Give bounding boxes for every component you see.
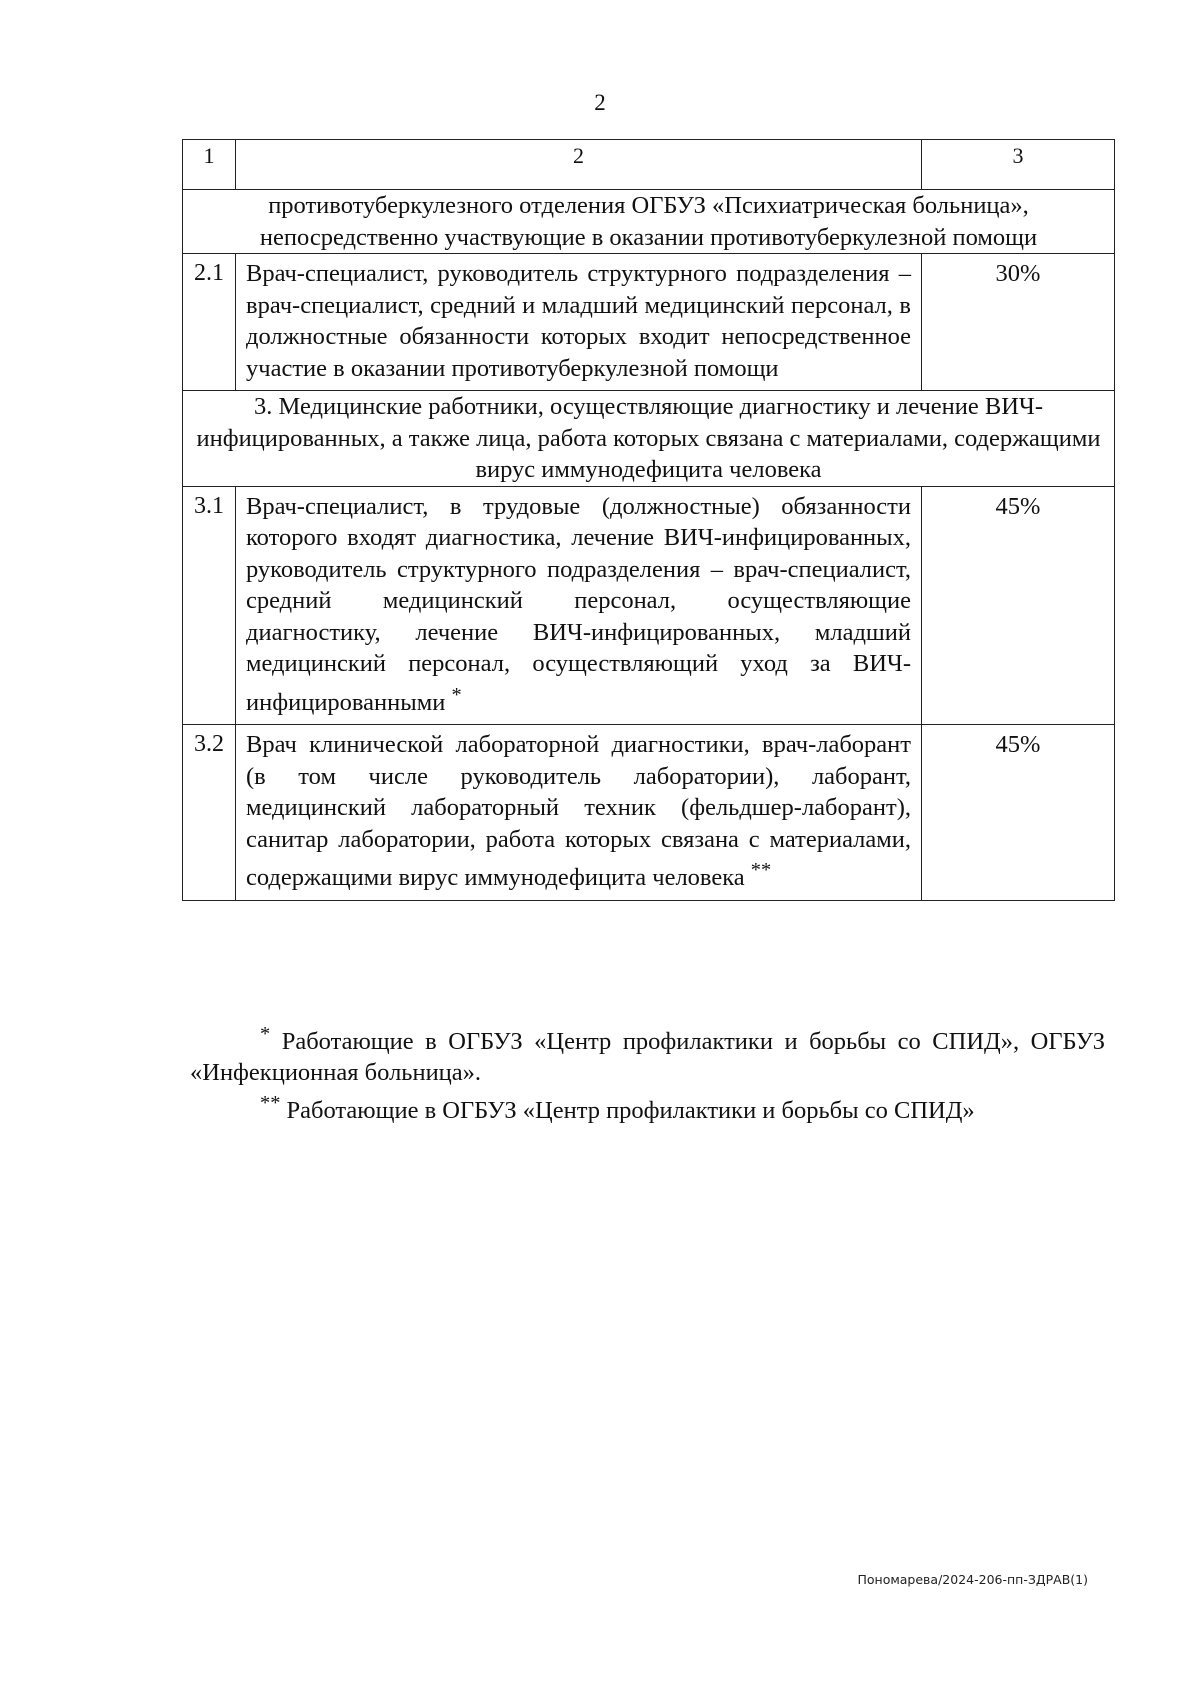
footnote-1 [190,1019,1105,1088]
footnote-2-text: Работающие в ОГБУЗ «Центр профилактики и борьбы со СПИД» [286,1097,975,1125]
row-number: 2.1 [183,254,236,391]
document-reference: Пономарева/2024-206-пп-ЗДРАВ(1) [857,1572,1088,1587]
table-row-3-1 [183,486,1115,725]
row-percent: 30% [922,254,1115,391]
row-number: 3.2 [183,725,236,901]
section-row-continuation [183,190,1115,254]
section-heading-continuation: противотуберкулезного отделения ОГБУЗ «Психиатрическая больница», непосредственно участвующие в оказании противотуберкулезной помощи [183,190,1115,254]
section-row-3 [183,391,1115,487]
page-number: 2 [594,90,606,115]
row-description-text: Врач-специалист, в трудовые (должностные) обязанности которого входят диагностика, лечение ВИЧ-инфицированных, руководитель структурного подразделения – врач-специалист, средний медицинский персонал, осуществляющие диагностику, лечение ВИЧ-инфицированных, младший медицинский персонал, осуществляющий уход за ВИЧ-инфицированными [246,492,911,716]
footnote-1-text: Работающие в ОГБУЗ «Центр профилактики и борьбы со СПИД», ОГБУЗ «Инфекционная больница». [190,1028,1105,1087]
header-col-1: 1 [183,140,236,190]
table-row-3-2 [183,725,1115,901]
row-percent: 45% [922,486,1115,725]
rates-table [182,139,1115,901]
footnote-2-mark: ** [260,1092,281,1115]
footnote-mark: ** [750,859,772,882]
footnotes [190,1019,1105,1126]
row-number: 3.1 [183,486,236,725]
header-col-2: 2 [236,140,922,190]
row-percent: 45% [922,725,1115,901]
table-header-row [183,140,1115,190]
footnote-mark: * [451,683,462,706]
row-description: Врач-специалист, руководитель структурного подразделения – врач-специалист, средний и младший медицинский персонал, в должностные обязанности которых входит непосредственное участие в оказании противотуберкулезной помощи [236,254,922,391]
footnote-1-mark: * [260,1023,271,1045]
section-heading-3: 3. Медицинские работники, осуществляющие диагностику и лечение ВИЧ-инфицированных, а также лица, работа которых связана с материалами, содержащими вирус иммунодефицита человека [183,391,1115,487]
table-row-2-1 [183,254,1115,391]
header-col-3: 3 [922,140,1115,190]
footnote-2 [190,1088,1105,1126]
row-description-text: Врач клинической лабораторной диагностики, врач-лаборант (в том числе руководитель лаборатории), лаборант, медицинский лабораторный техник (фельдшер-лаборант), санитар лаборатории, работа которых связана с материалами, содержащими вирус иммунодефицита человека [246,731,911,892]
row-description [236,486,922,725]
row-description [236,725,922,901]
